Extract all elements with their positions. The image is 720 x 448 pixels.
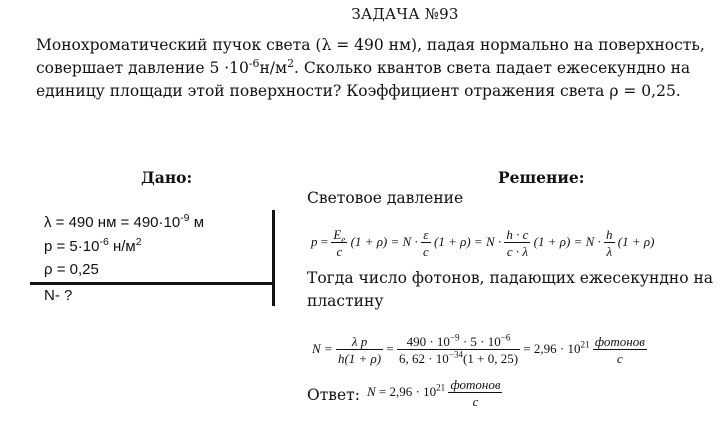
problem-line-2: совершает давление $5 \cdot 10^{-6}н/м^2$. Сколько квантов света падает ежесекундно на bbox=[36, 56, 691, 77]
solution-heading: Решение: bbox=[498, 168, 585, 187]
fraction-h-over-lambda: $\frac{h}{\lambda}$ bbox=[606, 227, 613, 259]
fraction-energy-over-c: $\frac{E_e}{c}$ bbox=[333, 227, 346, 259]
formula-light-pressure: p = $\frac{E_e}{c}$ (1 + ρ) = N · $\frac{\varepsilon}{c}$ (1 + ρ) = N · $\frac{h \cdot c}{c \cdot \lambda}$ (1 + ρ) = N · $\frac{h}{\lambda}$ (1 + ρ) bbox=[311, 227, 655, 259]
problem-statement bbox=[36, 34, 720, 103]
formula-answer: $N = 2,96 \cdot 10^{21}$ $\frac{\text{фотонов}}{с}$ bbox=[367, 377, 501, 409]
given-reflectance: ρ = 0,25 bbox=[44, 261, 99, 278]
fraction-hc-over-c-lambda: $\frac{h \cdot c}{c \cdot \lambda}$ bbox=[506, 227, 529, 259]
answer-label: Ответ: bbox=[307, 386, 360, 404]
given-pressure: $p = 5\cdot 10^{-6}$ $н/м^2$ bbox=[44, 236, 142, 255]
fraction-numeric: $\frac{490 \cdot 10^{-9} \cdot 5 \cdot 10^{-6}}{6, 62 \cdot 10^{-34}(1 + 0, 25)}$ bbox=[398, 332, 519, 366]
fraction-lambda-p-over-h: $\frac{\text{λ p}}{h(1 + \rho)}$ bbox=[337, 334, 382, 366]
fraction-epsilon-over-c: $\frac{\varepsilon}{c}$ bbox=[422, 227, 429, 259]
problem-line-3: единицу площади этой поверхности? Коэффициент отражения света ρ = 0,25. bbox=[36, 82, 681, 100]
given-divider-horizontal bbox=[30, 282, 275, 285]
solution-step-photon-count-line2: пластину bbox=[307, 292, 384, 310]
task-title: ЗАДАЧА №93 bbox=[351, 5, 459, 23]
given-find: N- ? bbox=[44, 287, 73, 304]
solution-step-photon-count-line1: Тогда число фотонов, падающих ежесекундно на bbox=[307, 269, 714, 287]
problem-line-1: Монохроматический пучок света (λ = 490 нм), падая нормально на поверхность, bbox=[36, 36, 705, 54]
given-heading: Дано: bbox=[141, 168, 193, 187]
unit-photons-per-second: $\frac{\text{фотонов}}{с}$ bbox=[594, 334, 645, 366]
solution-step-light-pressure: Световое давление bbox=[307, 189, 464, 207]
answer-unit-photons-per-second: $\frac{\text{фотонов}}{с}$ bbox=[450, 377, 501, 409]
given-divider-vertical bbox=[272, 210, 275, 306]
given-wavelength: λ = 490 нм = $490\cdot 10^{-9}$ м bbox=[44, 212, 205, 231]
formula-photon-count: N = $\frac{\text{λ p}}{h(1 + \rho)}$ = $\frac{490 \cdot 10^{-9} \cdot 5 \cdot 10^{-6}}{6, 62 \cdot 10^{-34}(1 + 0, 25)}$ = $2,96 \cdot 10^{21}$ $\frac{\text{фотонов}}{с}$ bbox=[312, 332, 645, 366]
